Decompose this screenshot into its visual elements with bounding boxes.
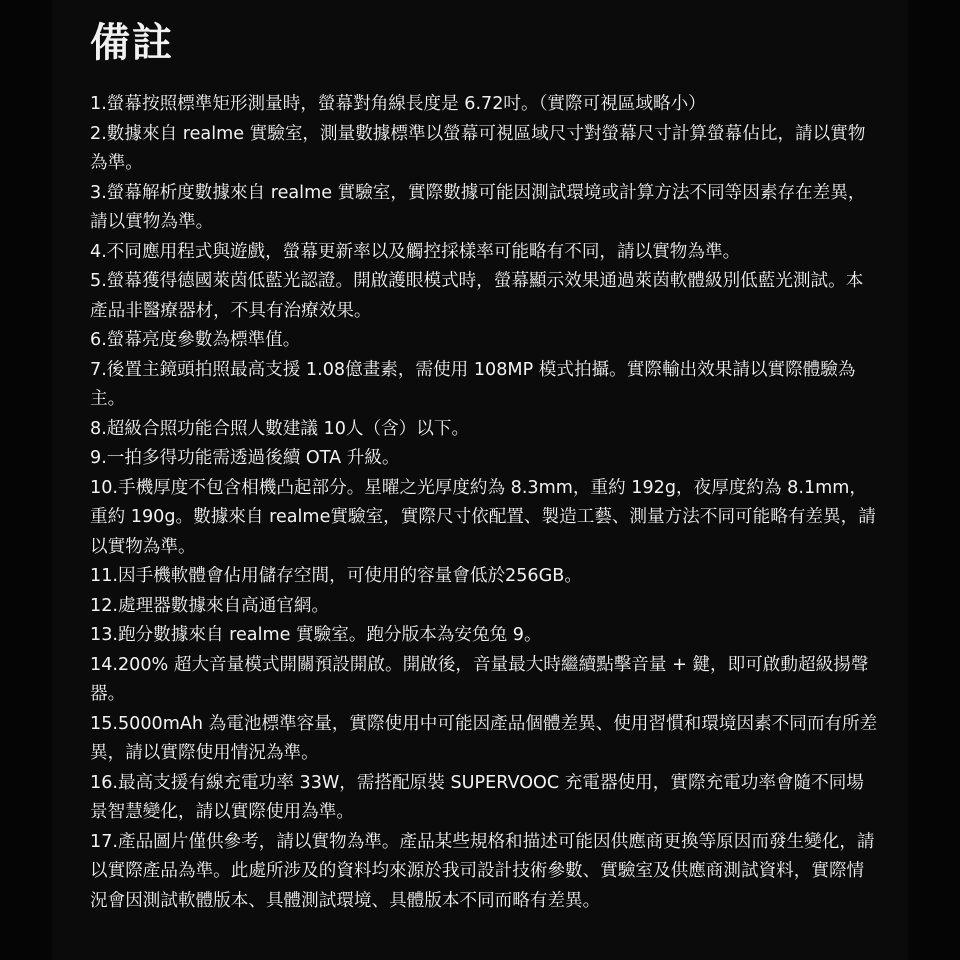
notes-list [90, 90, 880, 916]
notes-section [90, 8, 880, 916]
note-item-1: 1.螢幕按照標準矩形測量時，螢幕對角線長度是 6.72吋。（實際可視區域略小） [90, 94, 706, 114]
note-item-3: 3.螢幕解析度數據來自 realme 實驗室，實際數據可能因測試環境或計算方法不同等因素存在差異，請以實物為準。 [90, 182, 866, 232]
note-item-17: 17.產品圖片僅供參考，請以實物為準。產品某些規格和描述可能因供應商更換等原因而發生變化，請以實際產品為準。此處所涉及的資料均來源於我司設計技術參數、實驗室及供應商測試資料，實際情況會因測試軟體版本、具體測試環境、具體版本不同而略有差異。 [90, 831, 875, 911]
note-item-13: 13.跑分數據來自 realme 實驗室。跑分版本為安兔兔 9。 [90, 625, 542, 645]
note-item-15: 15.5000mAh 為電池標準容量，實際使用中可能因產品個體差異、使用習慣和環境因素不同而有所差異，請以實際使用情況為準。 [90, 713, 878, 763]
note-item-11: 11.因手機軟體會佔用儲存空間，可使用的容量會低於256GB。 [90, 566, 582, 586]
note-item-2: 2.數據來自 realme 實驗室，測量數據標準以螢幕可視區域尺寸對螢幕尺寸計算螢幕佔比，請以實物為準。 [90, 123, 866, 173]
note-item-16: 16.最高支援有線充電功率 33W，需搭配原裝 SUPERVOOC 充電器使用，實際充電功率會隨不同場景智慧變化，請以實際使用為準。 [90, 772, 864, 822]
note-item-7: 7.後置主鏡頭拍照最高支援 1.08億畫素，需使用 108MP 模式拍攝。實際輸出效果請以實際體驗為主。 [90, 359, 856, 409]
note-item-10: 10.手機厚度不包含相機凸起部分。星曜之光厚度約為 8.3mm，重約 192g，夜厚度約為 8.1mm，重約 190g。數據來自 realme實驗室，實際尺寸依配置、製造工藝、測量方法不同可能略有差異，請以實物為準。 [90, 477, 876, 557]
note-item-12: 12.處理器數據來自高通官網。 [90, 595, 330, 616]
note-item-9: 9.一拍多得功能需透過後續 OTA 升級。 [90, 448, 400, 468]
note-item-5: 5.螢幕獲得德國萊茵低藍光認證。開啟護眼模式時，螢幕顯示效果通過萊茵軟體級別低藍光測試。本產品非醫療器材，不具有治療效果。 [90, 271, 864, 321]
note-item-14: 14.200% 超大音量模式開關預設開啟。開啟後，音量最大時繼續點擊音量 + 鍵，即可啟動超級揚聲器。 [90, 654, 869, 704]
note-item-8: 8.超級合照功能合照人數建議 10人（含）以下。 [90, 418, 470, 439]
page-title: 備註 [90, 20, 174, 66]
note-item-6: 6.螢幕亮度參數為標準值。 [90, 330, 301, 350]
note-item-4: 4.不同應用程式與遊戲，螢幕更新率以及觸控採樣率可能略有不同，請以實物為準。 [90, 241, 741, 262]
